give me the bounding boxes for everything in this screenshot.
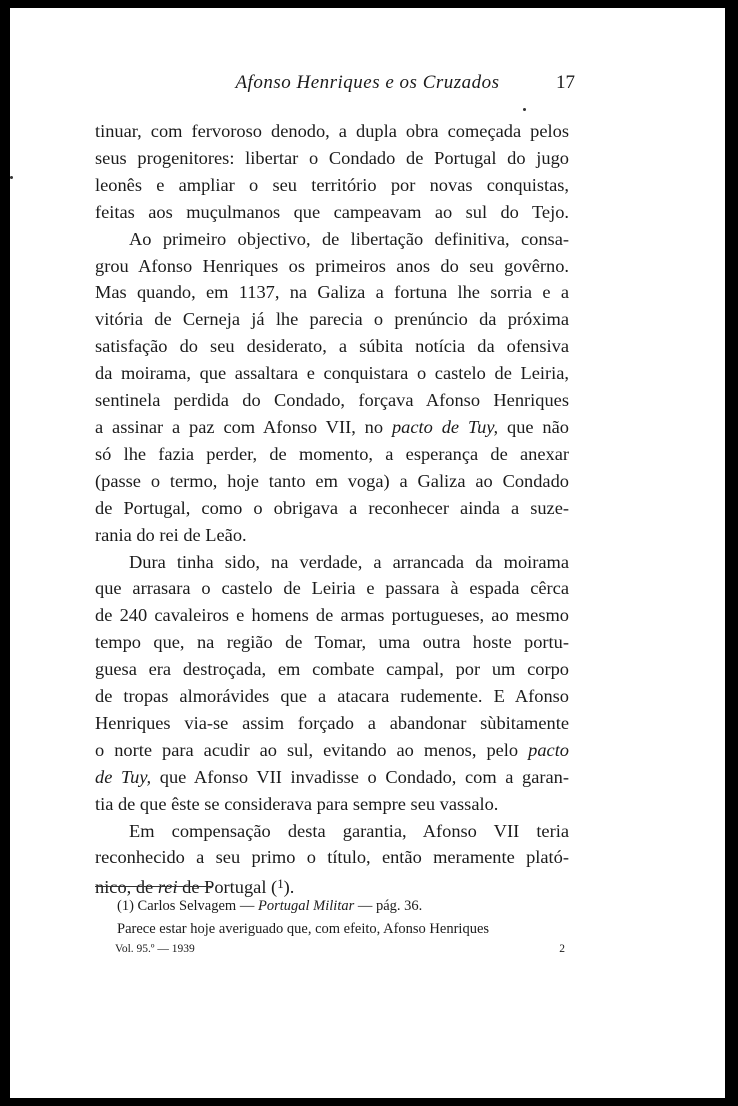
text-line: reconhecido a seu primo o título, então meramente plató- (95, 847, 569, 868)
text-fragment: a assinar a paz com Afonso VII, no (95, 416, 392, 437)
paragraph-1 (95, 118, 569, 226)
footnote-1 (95, 895, 569, 918)
text-line: Mas quando, em 1137, na Galiza a fortuna lhe sorria e a (95, 282, 569, 303)
text-fragment: Carlos Selvagem — (133, 898, 258, 914)
italic-word: rei (157, 877, 178, 898)
paragraph-4 (95, 818, 569, 902)
footnote-ref: 1 (277, 877, 284, 892)
text-line: Em compensação desta garantia, Afonso VII teria (129, 820, 569, 841)
text-line: de 240 cavaleiros e homens de armas portugueses, ao mesmo (95, 605, 569, 626)
text-line: leonês e ampliar o seu território por novas conquistas, (95, 174, 569, 195)
running-title: Afonso Henriques e os Cruzados (235, 72, 500, 93)
text-line: tia de que êste se considerava para sempre seu vassalo. (95, 793, 499, 814)
footnote-2: Parece estar hoje averiguado que, com efeito, Afonso Henriques (117, 921, 490, 937)
text-line: grou Afonso Henriques os primeiros anos do seu govêrno. (95, 255, 569, 276)
book-page (10, 8, 725, 1098)
text-line: satisfação do seu desiderato, a súbita notícia da ofensiva (95, 336, 569, 357)
body-text (95, 118, 569, 901)
text-line: rania do rei de Leão. (95, 524, 247, 545)
text-fragment: que não (498, 416, 569, 437)
text-fragment: que Afonso VII invadisse o Condado, com a garan- (151, 766, 570, 787)
italic-title: Portugal Militar (257, 898, 355, 914)
text-fragment: — pág. 36. (354, 898, 423, 914)
text-line (95, 764, 569, 791)
text-line: só lhe fazia perder, de momento, a esperança de anexar (95, 443, 569, 464)
text-fragment: de Portugal ( (177, 877, 278, 898)
text-line: seus progenitores: libertar o Condado de Portugal do jugo (95, 147, 569, 168)
text-line: tinuar, com fervoroso denodo, a dupla obra começada pelos (95, 121, 569, 141)
italic-title: pacto (528, 739, 569, 760)
text-line: de Portugal, como o obrigava a reconhecer ainda a suze- (95, 497, 569, 518)
text-line: (passe o termo, hoje tanto em voga) a Galiza ao Condado (95, 470, 569, 491)
text-line: guesa era destroçada, em combate campal, por um corpo (95, 659, 569, 680)
text-line: Dura tinha sido, na verdade, a arrancada da moirama (129, 551, 569, 572)
text-line (95, 737, 569, 764)
text-line (95, 414, 569, 441)
text-line: feitas aos muçulmanos que campeavam ao sul do Tejo. (95, 201, 569, 222)
footnotes (95, 895, 569, 941)
text-line: de tropas almorávides que a atacara rudemente. E Afonso (95, 686, 569, 707)
text-line: vitória de Cerneja já lhe parecia o prenúncio da próxima (95, 309, 569, 330)
text-line: Henriques via-se assim forçado a abandonar sùbitamente (95, 712, 569, 733)
text-line: que arrasara o castelo de Leiria e passara à espada cêrca (95, 578, 569, 599)
text-line: sentinela perdida do Condado, forçava Afonso Henriques (95, 390, 569, 411)
text-fragment: ). (283, 877, 295, 898)
volume-signature: Vol. 95.º — 1939 (115, 943, 195, 955)
text-fragment: o norte para acudir ao sul, evitando ao menos, pelo (95, 739, 529, 760)
text-fragment: nico, de (95, 877, 158, 898)
footnote-rule (95, 886, 213, 887)
footnote-marker: (1) (117, 898, 134, 914)
margin-speck (10, 176, 13, 179)
paragraph-2 (95, 226, 569, 549)
signature-mark: 2 (559, 943, 565, 955)
signature-line (115, 943, 565, 963)
italic-title: de Tuy, (95, 766, 152, 787)
page-number: 17 (556, 72, 575, 93)
italic-title: pacto de Tuy, (391, 416, 499, 437)
speck-mark (523, 108, 526, 111)
paragraph-3 (95, 549, 569, 818)
text-line: da moirama, que assaltara e conquistara o castelo de Leiria, (95, 363, 569, 384)
text-line: tempo que, na região de Tomar, uma outra hoste portu- (95, 632, 569, 653)
running-head (10, 72, 725, 96)
text-line: Ao primeiro objectivo, de libertação definitiva, consa- (129, 228, 569, 249)
